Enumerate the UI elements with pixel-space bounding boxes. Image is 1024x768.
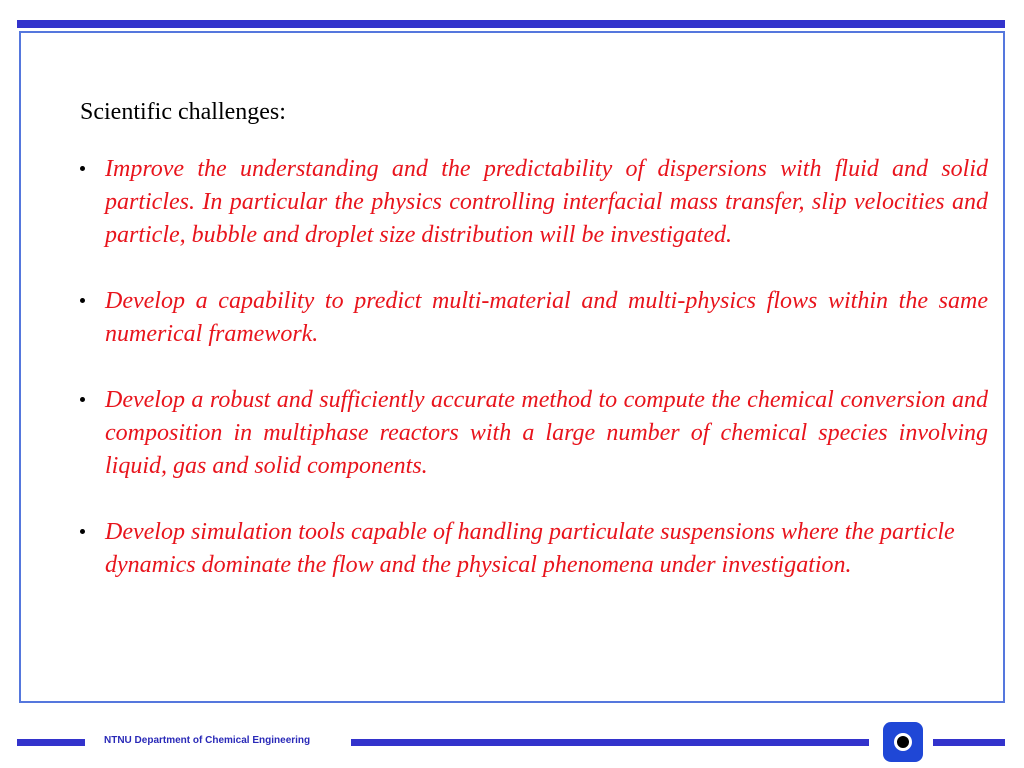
footer-bar-right [933, 739, 1005, 746]
footer-bar-left [17, 739, 85, 746]
slide-content [80, 96, 988, 615]
bullet-dot-icon [80, 397, 85, 402]
bullet-dot-icon [80, 166, 85, 171]
footer-department-label: NTNU Department of Chemical Engineering [104, 735, 311, 746]
slide-heading: Scientific challenges: [80, 99, 286, 125]
challenge-text: Develop a robust and sufficiently accurate method to compute the chemical conversion and composition in multiphase reactors with a large number of chemical species involving liquid, gas and solid components. [105, 387, 988, 479]
challenge-list [80, 153, 988, 582]
bullet-dot-icon [80, 298, 85, 303]
footer-bar-middle [351, 739, 869, 746]
challenge-text: Develop a capability to predict multi-material and multi-physics flows within the same numerical framework. [105, 288, 988, 347]
ntnu-logo-icon [883, 722, 923, 762]
logo-ring-icon [894, 733, 912, 751]
challenge-item-dispersions [80, 153, 988, 252]
challenge-text: Develop simulation tools capable of handling particulate suspensions where the particle dynamics dominate the flow and the physical phenomena under investigation. [105, 519, 955, 578]
challenge-item-simulation-tools [80, 516, 988, 582]
top-rule [17, 20, 1005, 28]
challenge-text: Improve the understanding and the predictability of dispersions with fluid and solid particles. In particular the physics controlling interfacial mass transfer, slip velocities and particle, bubble and droplet size distribution will be investigated. [105, 156, 988, 248]
challenge-item-chemical-conversion [80, 384, 988, 483]
challenge-item-multi-physics [80, 285, 988, 351]
bullet-dot-icon [80, 529, 85, 534]
